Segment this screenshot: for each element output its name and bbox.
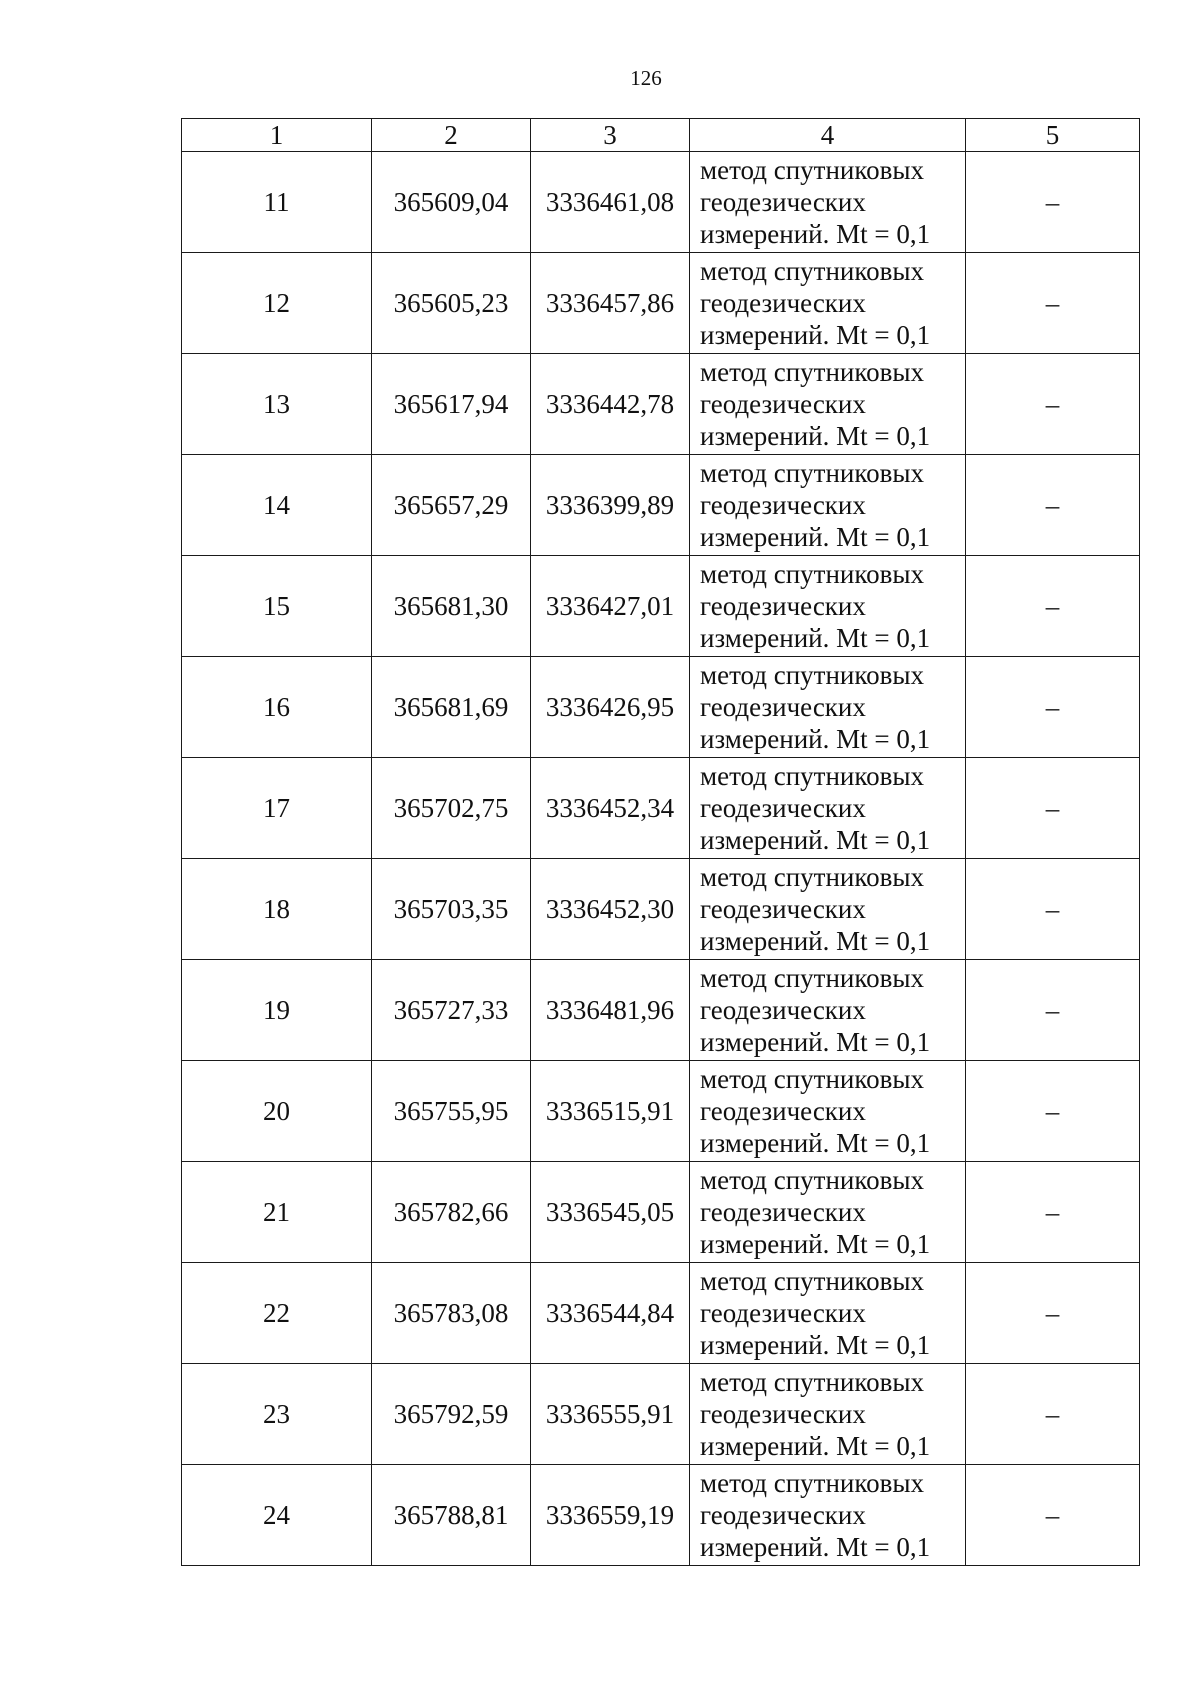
- method-line: измерений. Mt = 0,1: [700, 623, 931, 653]
- method-line: геодезических: [700, 288, 866, 318]
- y-coordinate-cell: 3336545,05: [531, 1162, 690, 1263]
- method-cell: [690, 1162, 966, 1263]
- method-line: метод спутниковых: [700, 761, 924, 791]
- method-line: измерений. Mt = 0,1: [700, 320, 931, 350]
- point-number-cell: 24: [182, 1465, 372, 1566]
- table-row: [182, 152, 1140, 253]
- point-number-cell: 18: [182, 859, 372, 960]
- method-line: метод спутниковых: [700, 963, 924, 993]
- method-cell: [690, 1061, 966, 1162]
- table-row: [182, 657, 1140, 758]
- method-line: метод спутниковых: [700, 1468, 924, 1498]
- column-header: 1: [182, 119, 372, 152]
- table-row: [182, 1364, 1140, 1465]
- table-row: [182, 758, 1140, 859]
- point-number-cell: 15: [182, 556, 372, 657]
- table-row: [182, 859, 1140, 960]
- method-line: измерений. Mt = 0,1: [700, 1229, 931, 1259]
- note-cell: –: [966, 556, 1140, 657]
- note-cell: –: [966, 152, 1140, 253]
- x-coordinate-cell: 365702,75: [372, 758, 531, 859]
- note-cell: –: [966, 1263, 1140, 1364]
- note-cell: –: [966, 1162, 1140, 1263]
- y-coordinate-cell: 3336452,30: [531, 859, 690, 960]
- note-cell: –: [966, 1061, 1140, 1162]
- x-coordinate-cell: 365657,29: [372, 455, 531, 556]
- method-line: измерений. Mt = 0,1: [700, 724, 931, 754]
- note-cell: –: [966, 859, 1140, 960]
- x-coordinate-cell: 365788,81: [372, 1465, 531, 1566]
- method-line: метод спутниковых: [700, 256, 924, 286]
- x-coordinate-cell: 365727,33: [372, 960, 531, 1061]
- table-row: [182, 1061, 1140, 1162]
- y-coordinate-cell: 3336559,19: [531, 1465, 690, 1566]
- method-line: геодезических: [700, 793, 866, 823]
- table-row: [182, 960, 1140, 1061]
- point-number-cell: 14: [182, 455, 372, 556]
- table-row: [182, 556, 1140, 657]
- note-cell: –: [966, 1364, 1140, 1465]
- note-cell: –: [966, 1465, 1140, 1566]
- method-line: измерений. Mt = 0,1: [700, 219, 931, 249]
- table-row: [182, 354, 1140, 455]
- x-coordinate-cell: 365605,23: [372, 253, 531, 354]
- method-line: геодезических: [700, 1399, 866, 1429]
- note-cell: –: [966, 455, 1140, 556]
- x-coordinate-cell: 365755,95: [372, 1061, 531, 1162]
- method-cell: [690, 657, 966, 758]
- table-row: [182, 253, 1140, 354]
- x-coordinate-cell: 365703,35: [372, 859, 531, 960]
- x-coordinate-cell: 365792,59: [372, 1364, 531, 1465]
- note-cell: –: [966, 657, 1140, 758]
- method-line: измерений. Mt = 0,1: [700, 1330, 931, 1360]
- method-line: измерений. Mt = 0,1: [700, 1431, 931, 1461]
- method-cell: [690, 455, 966, 556]
- point-number-cell: 20: [182, 1061, 372, 1162]
- y-coordinate-cell: 3336515,91: [531, 1061, 690, 1162]
- method-line: геодезических: [700, 490, 866, 520]
- method-line: геодезических: [700, 692, 866, 722]
- x-coordinate-cell: 365681,30: [372, 556, 531, 657]
- method-line: метод спутниковых: [700, 1266, 924, 1296]
- x-coordinate-cell: 365617,94: [372, 354, 531, 455]
- method-cell: [690, 1364, 966, 1465]
- table-row: [182, 1263, 1140, 1364]
- table-header-row: [182, 119, 1140, 152]
- method-line: метод спутниковых: [700, 862, 924, 892]
- method-line: измерений. Mt = 0,1: [700, 421, 931, 451]
- method-line: метод спутниковых: [700, 559, 924, 589]
- method-line: метод спутниковых: [700, 458, 924, 488]
- method-line: метод спутниковых: [700, 1064, 924, 1094]
- y-coordinate-cell: 3336555,91: [531, 1364, 690, 1465]
- table-body: [182, 152, 1140, 1566]
- method-line: метод спутниковых: [700, 357, 924, 387]
- y-coordinate-cell: 3336481,96: [531, 960, 690, 1061]
- y-coordinate-cell: 3336399,89: [531, 455, 690, 556]
- page-number: 126: [630, 66, 662, 90]
- note-cell: –: [966, 758, 1140, 859]
- table-row: [182, 1162, 1140, 1263]
- method-line: геодезических: [700, 1298, 866, 1328]
- method-line: геодезических: [700, 1096, 866, 1126]
- method-line: геодезических: [700, 389, 866, 419]
- method-cell: [690, 556, 966, 657]
- method-line: измерений. Mt = 0,1: [700, 1128, 931, 1158]
- point-number-cell: 21: [182, 1162, 372, 1263]
- method-cell: [690, 152, 966, 253]
- y-coordinate-cell: 3336427,01: [531, 556, 690, 657]
- method-cell: [690, 253, 966, 354]
- point-number-cell: 16: [182, 657, 372, 758]
- method-line: метод спутниковых: [700, 1165, 924, 1195]
- y-coordinate-cell: 3336426,95: [531, 657, 690, 758]
- table-row: [182, 1465, 1140, 1566]
- column-header: 5: [966, 119, 1140, 152]
- note-cell: –: [966, 960, 1140, 1061]
- method-cell: [690, 758, 966, 859]
- note-cell: –: [966, 253, 1140, 354]
- x-coordinate-cell: 365782,66: [372, 1162, 531, 1263]
- method-line: геодезических: [700, 187, 866, 217]
- point-number-cell: 22: [182, 1263, 372, 1364]
- method-line: геодезических: [700, 894, 866, 924]
- coordinates-table: [181, 118, 1140, 1566]
- column-header: 3: [531, 119, 690, 152]
- point-number-cell: 13: [182, 354, 372, 455]
- method-line: измерений. Mt = 0,1: [700, 1532, 931, 1562]
- table-row: [182, 455, 1140, 556]
- method-line: метод спутниковых: [700, 155, 924, 185]
- point-number-cell: 11: [182, 152, 372, 253]
- method-cell: [690, 1465, 966, 1566]
- y-coordinate-cell: 3336452,34: [531, 758, 690, 859]
- method-line: геодезических: [700, 995, 866, 1025]
- method-line: метод спутниковых: [700, 660, 924, 690]
- method-cell: [690, 1263, 966, 1364]
- method-line: измерений. Mt = 0,1: [700, 522, 931, 552]
- method-line: геодезических: [700, 591, 866, 621]
- method-cell: [690, 859, 966, 960]
- y-coordinate-cell: 3336544,84: [531, 1263, 690, 1364]
- column-header: 2: [372, 119, 531, 152]
- method-line: метод спутниковых: [700, 1367, 924, 1397]
- point-number-cell: 19: [182, 960, 372, 1061]
- column-header: 4: [690, 119, 966, 152]
- method-cell: [690, 960, 966, 1061]
- y-coordinate-cell: 3336461,08: [531, 152, 690, 253]
- note-cell: –: [966, 354, 1140, 455]
- point-number-cell: 17: [182, 758, 372, 859]
- method-line: измерений. Mt = 0,1: [700, 926, 931, 956]
- point-number-cell: 12: [182, 253, 372, 354]
- point-number-cell: 23: [182, 1364, 372, 1465]
- y-coordinate-cell: 3336442,78: [531, 354, 690, 455]
- method-cell: [690, 354, 966, 455]
- x-coordinate-cell: 365783,08: [372, 1263, 531, 1364]
- y-coordinate-cell: 3336457,86: [531, 253, 690, 354]
- x-coordinate-cell: 365681,69: [372, 657, 531, 758]
- method-line: измерений. Mt = 0,1: [700, 825, 931, 855]
- method-line: геодезических: [700, 1500, 866, 1530]
- method-line: измерений. Mt = 0,1: [700, 1027, 931, 1057]
- method-line: геодезических: [700, 1197, 866, 1227]
- x-coordinate-cell: 365609,04: [372, 152, 531, 253]
